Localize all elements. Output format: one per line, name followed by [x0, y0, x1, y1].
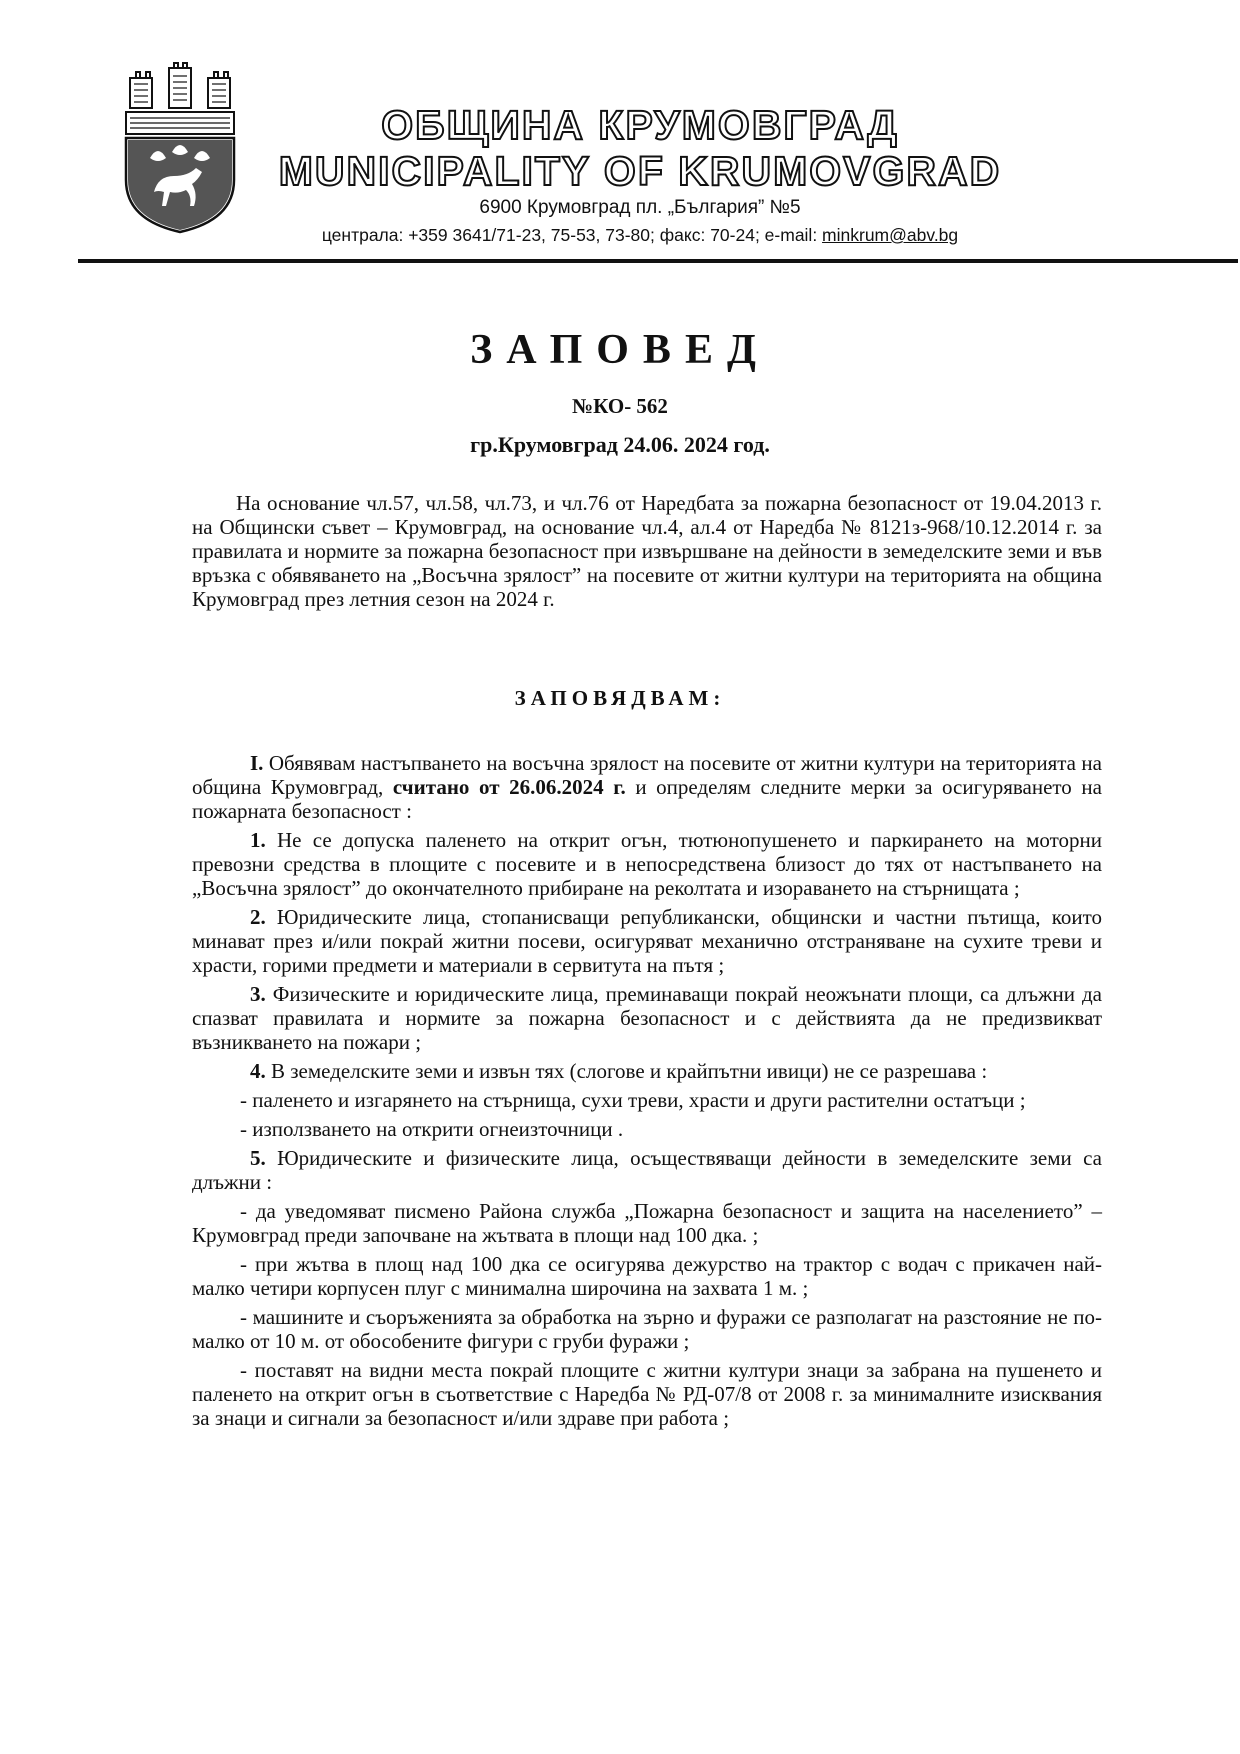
item-1: [192, 828, 1102, 900]
section-1-date: считано от 26.06.2024 г.: [392, 775, 626, 799]
section-1-text-a: Обявявам настъпването на восъчна зрялост на посевите от житни култури на територията на община Крумовград,: [192, 751, 1102, 799]
item-4-bullet: - паленето и изгарянето на стърнища, сухи треви, храсти и други растителни остатъци ;: [240, 1088, 1026, 1112]
item-5-bullet: - поставят на видни места покрай площите с житни култури знаци за забрана на пушенето и паленето на открит огън в съответствие с Наредба № РД-07/8 от 2008 г. за минималните изисквания за знаци и сигнали за безопасност и/или здраве при работа ;: [192, 1358, 1102, 1430]
item-5-text: Юридическите и физическите лица, осъществяващи дейности в земеделските земи са длъжни :: [192, 1146, 1102, 1194]
email-link[interactable]: minkrum@abv.bg: [822, 225, 959, 245]
item-1-text: Не се допуска паленето на открит огън, тютюнопушенето и паркирането на моторни превозни средства в площите с посевите и в непосредствена близост до тях от настъпването на „Восъчна зрялост” до окончателното прибиране на реколтата и изораването на стърнищата ;: [192, 828, 1102, 900]
order-content: [192, 751, 1102, 1435]
item-4: [192, 1059, 1102, 1083]
section-1: [192, 751, 1102, 823]
item-1-number: 1.: [250, 828, 266, 852]
municipality-name-bg: ОБЩИНА КРУМОВГРАД: [381, 102, 899, 148]
section-1-number: I.: [250, 751, 264, 775]
item-5: [192, 1146, 1102, 1194]
item-5-bullet: - машините и съоръженията за обработка на зърно и фуражи се разполагат на разстояние не по-малко от 10 м. от обособените фигури с груби фуражи ;: [192, 1305, 1102, 1353]
item-3-number: 3.: [250, 982, 266, 1006]
item-2-number: 2.: [250, 905, 266, 929]
item-2: [192, 905, 1102, 977]
document-place-date: гр.Крумовград 24.06. 2024 год.: [470, 432, 770, 457]
letterhead-divider: [78, 259, 1238, 263]
contacts-text: централа: +359 3641/71-23, 75-53, 73-80; факс: 70-24; e-mail:: [321, 225, 823, 245]
municipal-coat-of-arms-icon: [124, 62, 236, 234]
document-number: №КО- 562: [572, 394, 668, 418]
section-1-text-b: и определям следните мерки за осигуряването на пожарната безопасност :: [192, 775, 1102, 823]
item-3-text: Физическите и юридическите лица, преминаващи покрай неожънати площи, са длъжни да спазват правилата и нормите за пожарна безопасност и с действията да не предизвикват възникването на пожари ;: [192, 982, 1102, 1054]
item-3: [192, 982, 1102, 1054]
item-4-bullet: - използването на открити огнеизточници .: [240, 1117, 624, 1141]
item-4-number: 4.: [250, 1059, 266, 1083]
document-title: ЗАПОВЕД: [470, 327, 770, 373]
item-2-text: Юридическите лица, стопанисващи републикански, общински и частни пътища, които минават през и/или покрай житни посеви, осигуряват механично отстраняване на сухите треви и храсти, горими предмети и материали в сервитута на пътя ;: [192, 905, 1102, 977]
item-5-number: 5.: [250, 1146, 266, 1170]
preamble-paragraph: На основание чл.57, чл.58, чл.73, и чл.76 от Наредбата за пожарна безопасност от 19.04.2013 г. на Общински съвет – Крумовград, на основание чл.4, ал.4 от Наредба № 8121з-968/10.12.2014 г. за правилата и нормите за пожарна безопасност при извършване на дейности в земеделските земи и във връзка с обявяването на „Восъчна зрялост” на посевите от житни култури на територията на община Крумовград през летния сезон на 2024 г.: [192, 491, 1102, 611]
municipality-contacts: [240, 225, 1040, 246]
municipality-address: 6900 Крумовград пл. „България” №5: [479, 197, 801, 218]
order-heading: ЗАПОВЯДВАМ:: [514, 686, 726, 710]
item-4-text: В земеделските земи и извън тях (слогове и крайпътни ивици) не се разрешава :: [265, 1059, 988, 1083]
municipality-name-en: MUNICIPALITY OF KRUMOVGRAD: [278, 148, 1002, 194]
item-5-bullet: - да уведомяват писмено Района служба „Пожарна безопасност и защита на населението” – Крумовград преди започване на жътвата в площи над 100 дка. ;: [192, 1199, 1102, 1247]
item-5-bullet: - при жътва в площ над 100 дка се осигурява дежурство на трактор с водач с прикачен най-малко четири корпусен плуг с минимална широчина на захвата 1 м. ;: [192, 1252, 1102, 1300]
